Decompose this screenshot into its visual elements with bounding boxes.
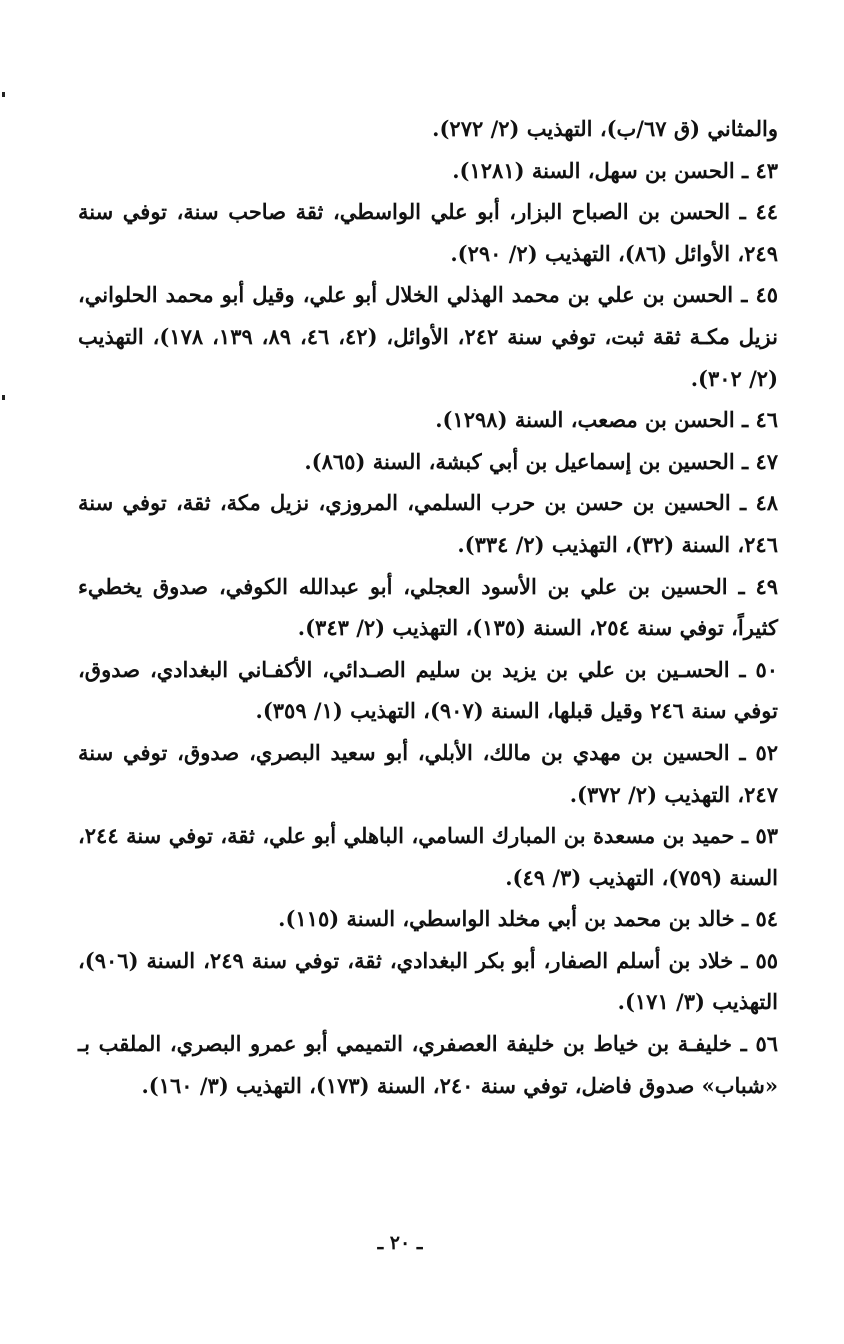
entry-48: ٤٨ ـ الحسين بن حسن بن حرب السلمي، المروزي، نزيل مكة، ثقة، توفي سنة ٢٤٦، السنة (٣٢)، التهذيب (٢/ ٣٣٤). <box>78 490 778 557</box>
entry-45: ٤٥ ـ الحسن بن علي بن محمد الهذلي الخلال أبو علي، وقيل أبو محمد الحلواني، نزيل مكـة ثقة ثبت، توفي سنة ٢٤٢، الأوائل، (٤٢، ٤٦، ٨٩، ١٣٩، ١٧٨)، التهذيب (٢/ ٣٠٢). <box>78 282 778 391</box>
entry-continuation: والمثاني (ق ٦٧/ب)، التهذيب (٢/ ٢٧٢). <box>432 116 778 141</box>
entries-list <box>78 108 778 1106</box>
entry-50: ٥٠ ـ الحسـين بن علي بن يزيد بن سليم الصـدائي، الأكفـاني البغدادي، صدوق، توفي سنة ٢٤٦ وقيل قبلها، السنة (٩٠٧)، التهذيب (١/ ٣٥٩). <box>78 656 778 724</box>
scan-edge-mark <box>2 395 5 400</box>
entry-55: ٥٥ ـ خلاد بن أسلم الصفار، أبو بكر البغدادي، ثقة، توفي سنة ٢٤٩، السنة (٩٠٦)، التهذيب (٣/ ١٧١). <box>78 947 778 1015</box>
entry-44: ٤٤ ـ الحسن بن الصباح البزار، أبو علي الواسطي، ثقة صاحب سنة، توفي سنة ٢٤٩، الأوائل (٨٦)، التهذيب (٢/ ٢٩٠). <box>78 199 778 266</box>
entry-54: ٥٤ ـ خالد بن محمد بن أبي مخلد الواسطي، السنة (١١٥). <box>278 906 778 932</box>
entry-49: ٤٩ ـ الحسين بن علي بن الأسود العجلي، أبو عبدالله الكوفي، صدوق يخطيء كثيراً، توفي سنة ٢٥٤، السنة (١٣٥)، التهذيب (٢/ ٣٤٣). <box>78 573 778 641</box>
page-number: ـ ٢٠ ـ <box>377 1232 423 1254</box>
scan-edge-mark <box>2 92 5 97</box>
entry-47: ٤٧ ـ الحسين بن إسماعيل بن أبي كبشة، السنة (٨٦٥). <box>304 448 778 474</box>
entry-56: ٥٦ ـ خليفـة بن خياط بن خليفة العصفري، التميمي أبو عمرو البصري، الملقب بـ «شباب» صدوق فاضل، توفي سنة ٢٤٠، السنة (١٧٣)، التهذيب (٣/ ١٦٠). <box>78 1031 778 1098</box>
entry-46: ٤٦ ـ الحسن بن مصعب، السنة (١٢٩٨). <box>435 407 778 433</box>
entry-52: ٥٢ ـ الحسين بن مهدي بن مالك، الأبلي، أبو سعيد البصري، صدوق، توفي سنة ٢٤٧، التهذيب (٢/ ٣٧٢). <box>78 739 778 807</box>
entry-43: ٤٣ ـ الحسن بن سهل، السنة (١٢٨١). <box>452 157 778 183</box>
entry-53: ٥٣ ـ حميد بن مسعدة بن المبارك السامي، الباهلي أبو علي، ثقة، توفي سنة ٢٤٤، السنة (٧٥٩)، التهذيب (٣/ ٤٩). <box>78 823 778 890</box>
